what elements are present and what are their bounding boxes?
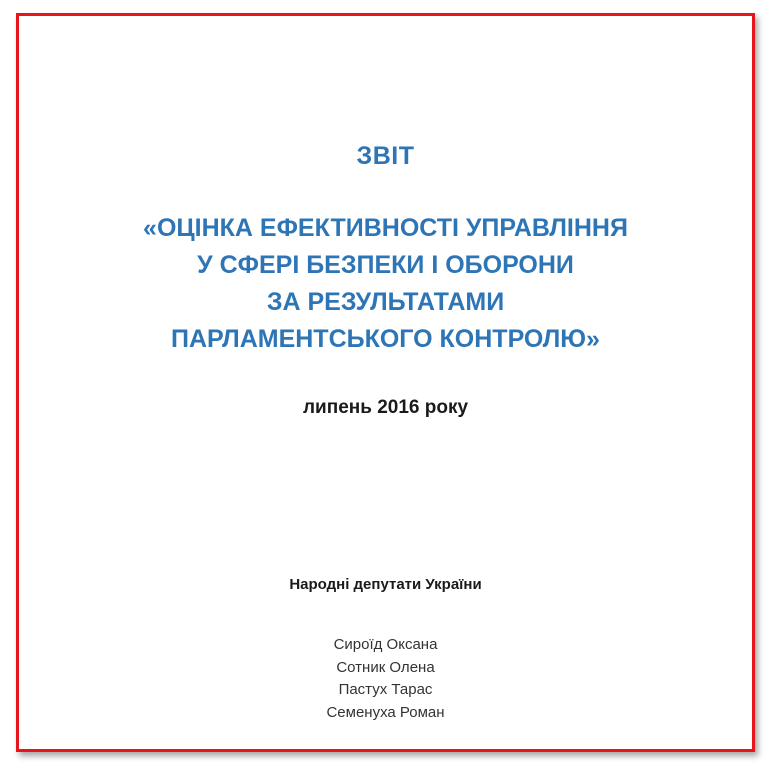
title-line: У СФЕРІ БЕЗПЕКИ І ОБОРОНИ [197, 251, 574, 279]
document-content [19, 16, 752, 749]
author-name: Сотник Олена [336, 658, 435, 676]
document-page [16, 13, 755, 752]
report-date: липень 2016 року [302, 397, 469, 418]
report-title [19, 210, 752, 358]
author-name: Пастух Тарас [338, 681, 433, 698]
author-name: Сироїд Оксана [333, 636, 438, 653]
title-line: ПАРЛАМЕНТСЬКОГО КОНТРОЛЮ» [171, 325, 600, 353]
author-name: Семенуха Роман [326, 703, 445, 721]
authors-list [19, 634, 752, 724]
title-line: ЗА РЕЗУЛЬТАТАМИ [266, 288, 505, 316]
title-line: «ОЦІНКА ЕФЕКТИВНОСТІ УПРАВЛІННЯ [143, 214, 628, 242]
authors-heading: Народні депутати України [289, 576, 482, 593]
report-label: ЗВІТ [356, 142, 415, 170]
